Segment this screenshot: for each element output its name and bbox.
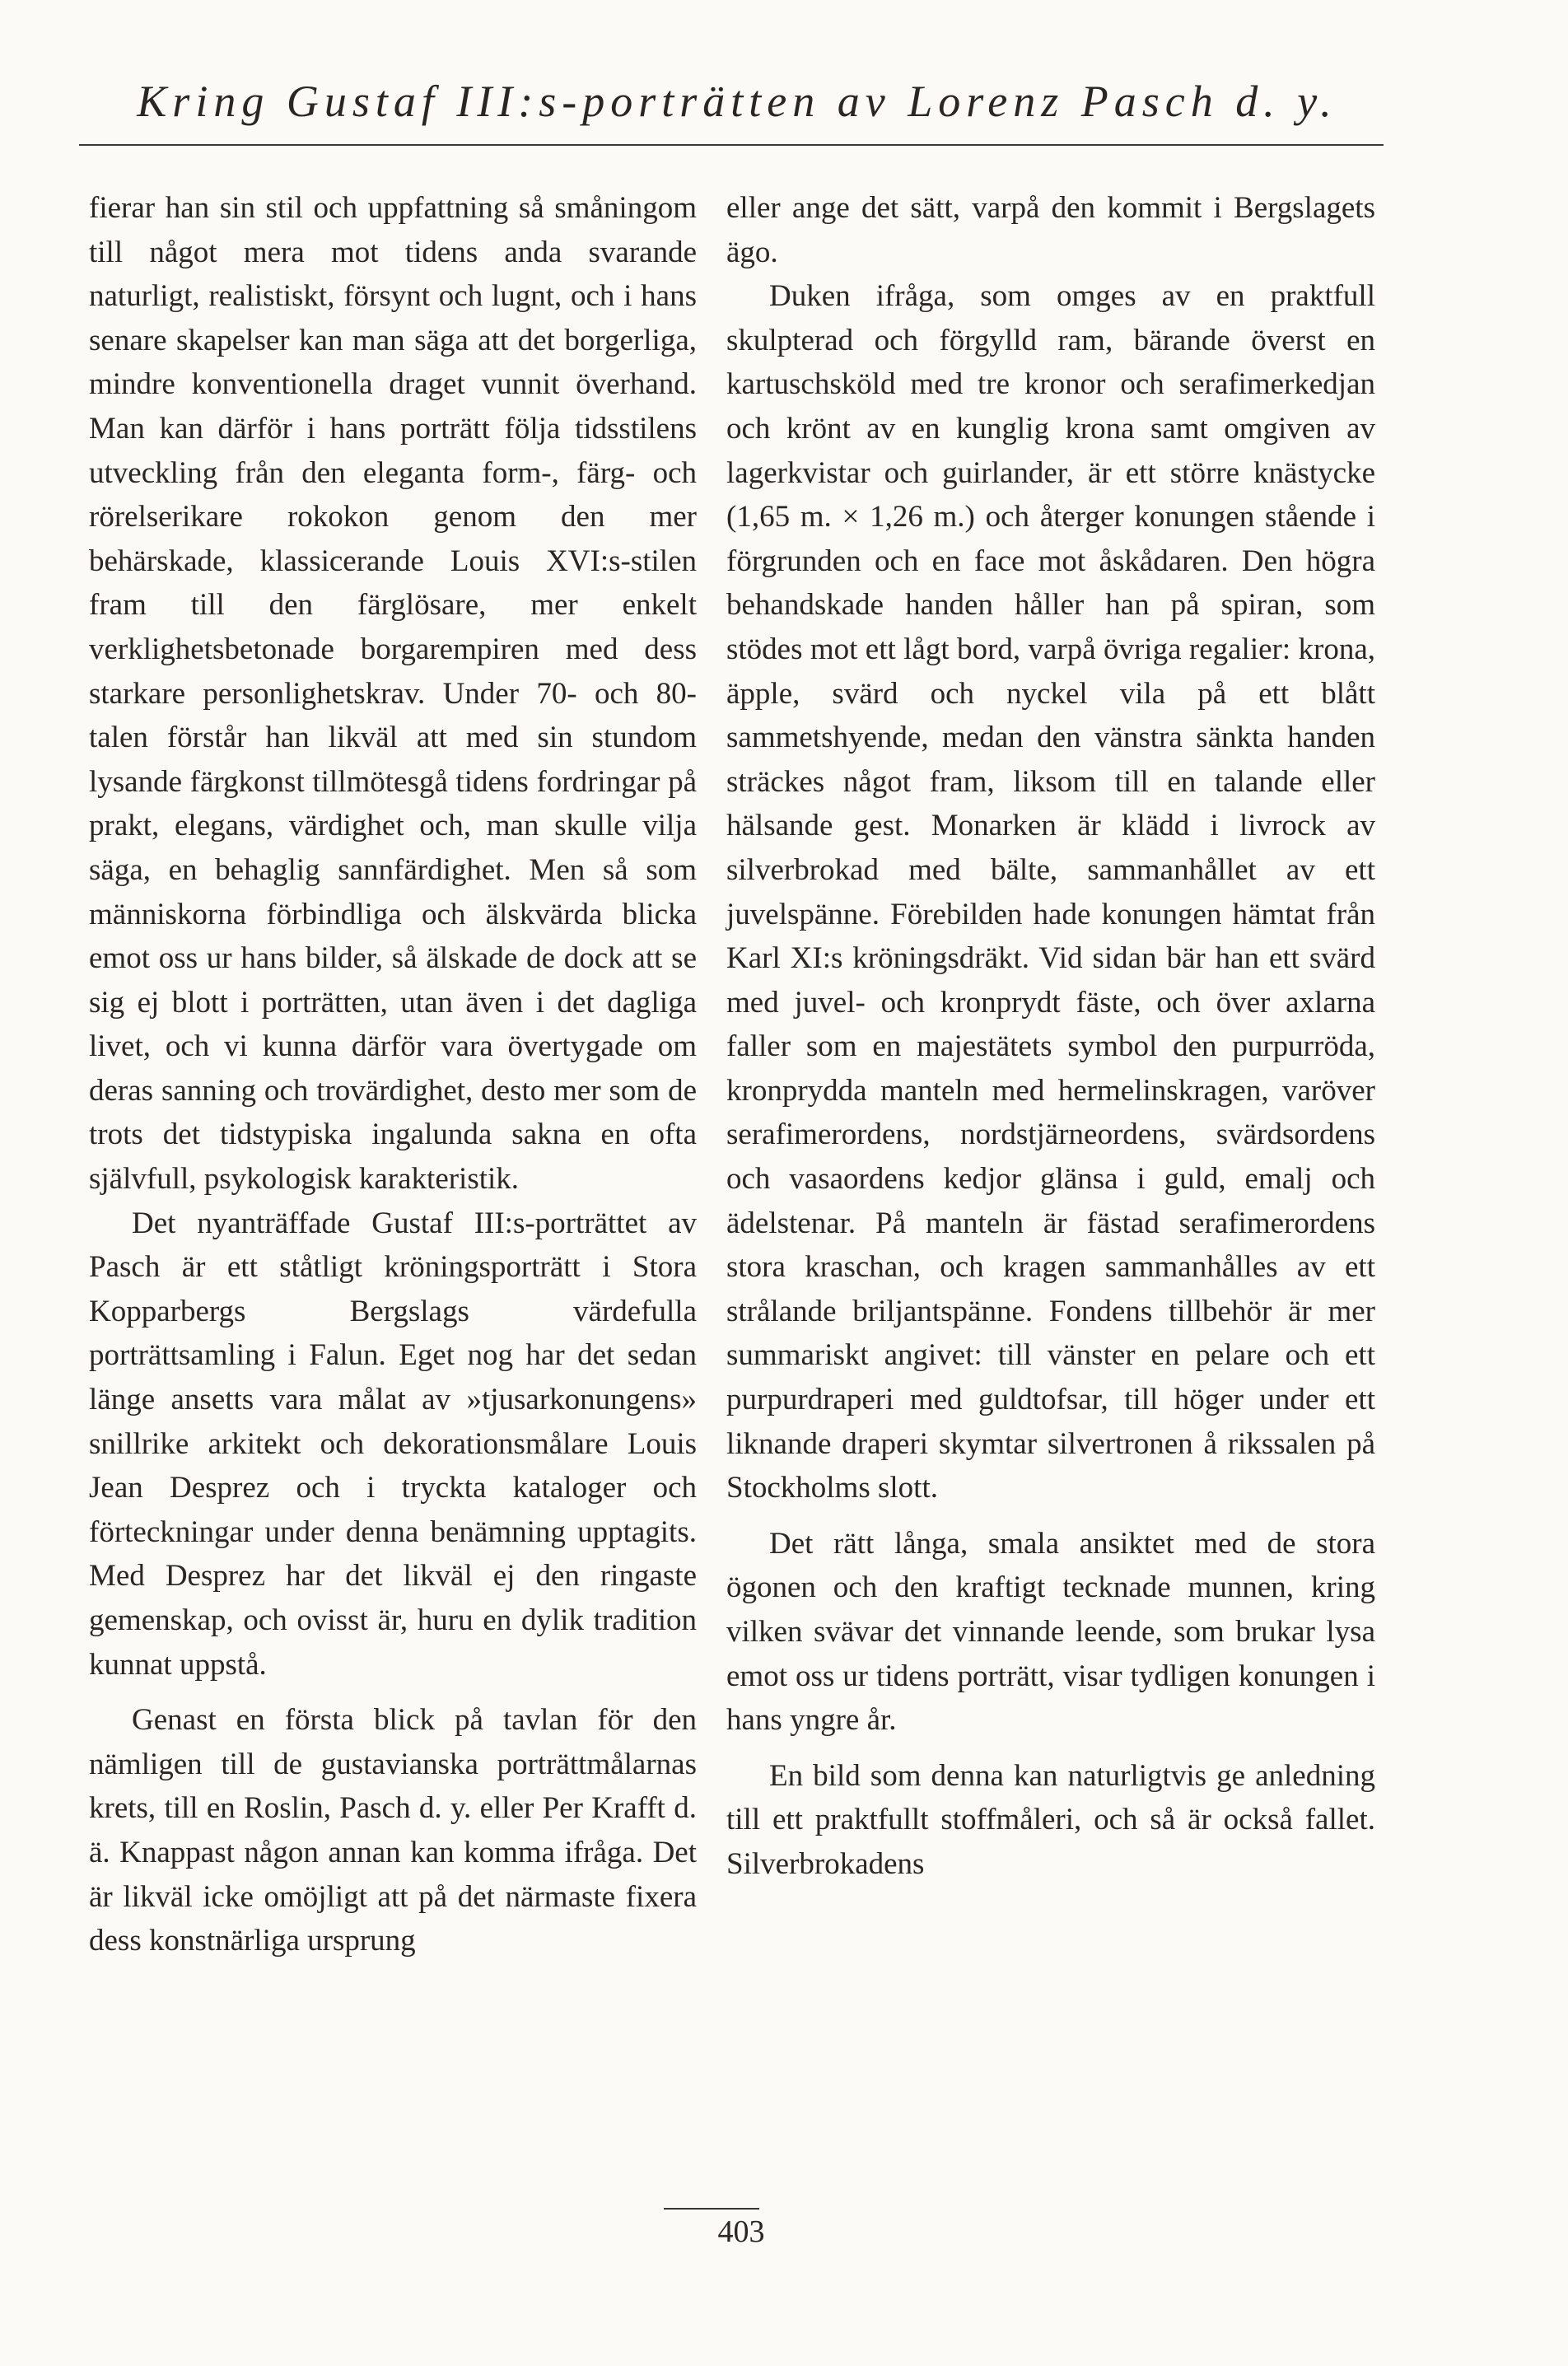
left-paragraph-1: fierar han sin stil och uppfattning så småningom till något mera mot tidens anda svarande naturligt, realistiskt, försynt och lugnt, och i hans senare skapelser kan man säga att det borgerliga, mindre konventionella draget vunnit överhand. Man kan därför i hans porträtt följa tidsstilens utveckling från den eleganta form-, färg- och rörelserikare rokokon genom den mer behärskade, klassicerande Louis XVI:s-stilen fram till den färglösare, mer enkelt verklighetsbetonade borgarempiren med dess starkare personlighetskrav. Under 70- och 80-talen förstår han likväl att med sin stundom lysande färgkonst tillmötesgå tidens fordringar på prakt, elegans, värdighet och, man skulle vilja säga, en behaglig sannfärdighet. Men så som människorna förbindliga och älskvärda blicka emot oss ur hans bilder, så älskade de dock att se sig ej blott i porträtten, utan även i det dagliga livet, och vi kunna därför vara övertygade om deras sanning och trovärdighet, desto mer som de trots det tidstypiska ingalunda sakna en ofta självfull, psykologisk karakteristik. [89, 191, 697, 1197]
left-paragraph-2: Det nyanträffade Gustaf III:s-porträttet av Pasch är ett ståtligt kröningsporträtt i Stora Kopparbergs Bergslags värdefulla porträttsamling i Falun. Eget nog har det sedan länge ansetts vara målat av »tjusarkonungens» snillrike arkitekt och dekorationsmålare Louis Jean Desprez och i tryckta kataloger och förteckningar under denna benämning upptagits. Med Desprez har det likväl ej den ringaste gemenskap, och ovisst är, huru en dylik tradition kunnat uppstå. [89, 1206, 697, 1682]
right-paragraph-1: eller ange det sätt, varpå den kommit i Bergslagets ägo. [726, 191, 1375, 269]
right-paragraph-2: Duken ifråga, som omges av en praktfull skulpterad och förgylld ram, bärande överst en kartuschsköld med tre kronor och serafimerkedjan och krönt av en kunglig krona samt omgiven av lagerkvistar och guirlander, är ett större knästycke (1,65 m. × 1,26 m.) och återger konungen stående i förgrunden och en face mot åskådaren. Den högra behandskade handen håller han på spiran, som stödes mot ett lågt bord, varpå övriga regalier: krona, äpple, svärd och nyckel vila på ett blått sammetshyende, medan den vänstra sänkta handen sträckes något fram, liksom till en talande eller hälsande gest. Monarken är klädd i livrock av silverbrokad med bälte, sammanhållet av ett juvelspänne. Förebilden hade konungen hämtat från Karl XI:s kröningsdräkt. Vid sidan bär han ett svärd med juvel- och kronprydt fäste, och över axlarna faller som en majestätets symbol den purpurröda, kronprydda manteln med hermelinskragen, varöver serafimerordens, nordstjärneordens, svärdsordens och vasaordens kedjor glänsa i guld, emalj och ädelstenar. På manteln är fästad serafimerordens stora kraschan, och kragen sammanhålles av ett strålande briljantspänne. Fondens tillbehör är mer summariskt angivet: till vänster en pelare och ett purpurdraperi med guldtofsar, till höger under ett liknande draperi skymtar silvertronen å rikssalen på Stockholms slott. [726, 279, 1375, 1505]
right-paragraph-4: En bild som denna kan naturligtvis ge anledning till ett praktfullt stoffmåleri, och så är också fallet. Silverbrokadens [726, 1758, 1375, 1881]
left-paragraph-3: Genast en första blick på tavlan för den nämligen till de gustavianska porträttmålarnas krets, till en Roslin, Pasch d. y. eller Per Krafft d. ä. Knappast någon annan kan komma ifråga. Det är likväl icke omöjligt att på det närmaste fixera dess konstnärliga ursprung [89, 1703, 697, 1958]
left-column [89, 186, 697, 1963]
running-header: Kring Gustaf III:s-porträtten av Lorenz Pasch d. y. [137, 77, 1337, 126]
right-paragraph-3: Det rätt långa, smala ansiktet med de stora ögonen och den kraftigt tecknade munnen, kring vilken svävar det vinnande leende, som brukar lysa emot oss ur tidens porträtt, visar tydligen konungen i hans yngre år. [726, 1526, 1375, 1738]
header-rule [79, 144, 1384, 146]
footer-rule [664, 2208, 759, 2210]
right-column [726, 186, 1375, 1887]
page-number: 403 [717, 2214, 765, 2249]
